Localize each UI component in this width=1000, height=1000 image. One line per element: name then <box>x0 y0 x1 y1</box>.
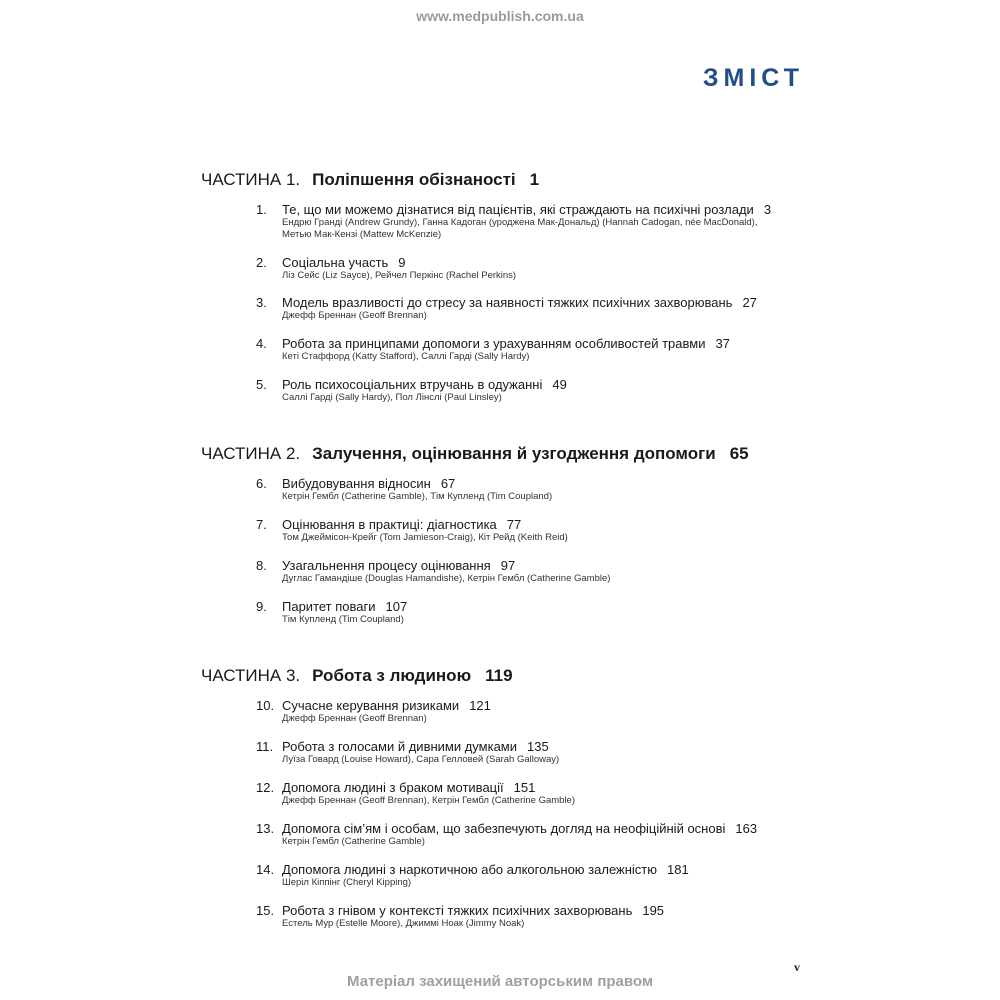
chapter-page: 107 <box>385 599 408 614</box>
chapter-title[interactable]: Допомога людині з наркотичною або алкогольною залежністю <box>282 862 657 877</box>
toc-entry[interactable] <box>256 739 816 766</box>
chapter-number: 15. <box>256 903 275 918</box>
chapter-number: 7. <box>256 517 267 532</box>
chapter-authors: Джефф Бреннан (Geoff Brennan) <box>282 713 427 724</box>
chapter-page: 135 <box>527 739 549 754</box>
chapter-page: 151 <box>513 780 536 795</box>
part-title: Поліпшення обізнаності <box>312 170 516 189</box>
chapter-title[interactable]: Робота за принципами допомоги з урахуванням особливостей травми <box>282 336 706 351</box>
chapter-title[interactable]: Роль психосоціальних втручань в одужанні <box>282 377 543 392</box>
chapter-number: 5. <box>256 377 267 392</box>
chapter-page: 49 <box>552 377 567 392</box>
chapter-page: 77 <box>506 517 522 532</box>
chapter-authors: Том Джеймісон-Крейг (Tom Jamieson-Craig), Кіт Рейд (Keith Reid) <box>282 532 568 543</box>
toc-entry[interactable] <box>256 202 816 241</box>
chapter-page: 27 <box>742 295 757 310</box>
chapter-title[interactable]: Робота з голосами й дивними думками <box>282 739 518 754</box>
chapter-number: 13. <box>256 821 275 836</box>
chapter-authors: Кетрін Гембл (Catherine Gamble) <box>282 836 425 847</box>
chapter-title[interactable]: Те, що ми можемо дізнатися від пацієнтів, які страждають на психічні розлади <box>282 202 754 217</box>
chapter-number: 6. <box>256 476 267 491</box>
chapter-title[interactable]: Робота з гнівом у контексті тяжких психічних захворювань <box>282 903 633 918</box>
chapter-page: 67 <box>440 476 456 491</box>
chapter-number: 12. <box>256 780 275 795</box>
toc-entry[interactable] <box>256 295 816 322</box>
chapter-authors: Кетрін Гембл (Catherine Gamble), Тім Купленд (Tim Coupland) <box>282 491 553 502</box>
toc-entry[interactable] <box>256 821 816 848</box>
part-page: 65 <box>729 444 749 463</box>
part-heading-2 <box>201 444 749 464</box>
part-heading-1 <box>201 170 539 190</box>
chapter-page: 121 <box>469 698 491 713</box>
chapter-title[interactable]: Соціальна участь <box>282 255 389 270</box>
chapter-authors: Дуглас Гамандіше (Douglas Hamandishe), Кетрін Гембл (Catherine Gamble) <box>282 573 611 584</box>
chapter-number: 9. <box>256 599 267 614</box>
part-label: ЧАСТИНА 2. <box>201 444 301 463</box>
page-title: ЗМІСТ <box>702 64 804 92</box>
part-page: 1 <box>529 170 540 189</box>
toc-entry[interactable] <box>256 903 816 930</box>
chapter-page: 181 <box>667 862 689 877</box>
chapter-page: 163 <box>735 821 758 836</box>
toc-entry[interactable] <box>256 862 816 889</box>
chapter-authors: Ендрю Гранді (Andrew Grundy), Ганна Кадоган (уроджена Мак-Дональд) (Hannah Cadogan, née MacDonald), Метью Мак-Кензі (Mattew McKenzie) <box>282 217 758 240</box>
toc-entry[interactable] <box>256 377 816 404</box>
chapter-title[interactable]: Допомога людині з браком мотивації <box>282 780 504 795</box>
chapter-title[interactable]: Узагальнення процесу оцінювання <box>282 558 491 573</box>
toc-entry[interactable] <box>256 558 816 585</box>
chapter-authors: Джефф Бреннан (Geoff Brennan), Кетрін Гембл (Catherine Gamble) <box>282 795 576 806</box>
chapter-page: 3 <box>763 202 772 217</box>
chapter-number: 2. <box>256 255 267 270</box>
chapter-title[interactable]: Оцінювання в практиці: діагностика <box>282 517 497 532</box>
watermark-top: www.medpublish.com.ua <box>416 8 584 24</box>
chapter-number: 3. <box>256 295 267 310</box>
chapter-authors: Тім Купленд (Tim Coupland) <box>282 614 404 625</box>
chapter-authors: Шеріл Кіппінг (Cheryl Kipping) <box>282 877 412 888</box>
chapter-authors: Естель Мур (Estelle Moore), Джиммі Ноак (Jimmy Noak) <box>282 918 525 929</box>
part-heading-3 <box>201 666 513 686</box>
chapter-authors: Луїза Говард (Louise Howard), Сара Гелловей (Sarah Galloway) <box>282 754 560 765</box>
part-label: ЧАСТИНА 3. <box>201 666 301 685</box>
chapter-number: 8. <box>256 558 267 573</box>
page-number: v <box>794 960 800 974</box>
watermark-bottom: Матеріал захищений авторським правом <box>347 973 653 990</box>
chapter-page: 37 <box>715 336 730 351</box>
chapter-title[interactable]: Сучасне керування ризиками <box>282 698 460 713</box>
toc-entry[interactable] <box>256 698 816 725</box>
toc-entry[interactable] <box>256 599 816 626</box>
chapter-authors: Саллі Гарді (Sally Hardy), Пол Лінслі (Paul Linsley) <box>282 392 502 403</box>
chapter-title[interactable]: Модель вразливості до стресу за наявності тяжких психічних захворювань <box>282 295 733 310</box>
chapter-page: 9 <box>398 255 406 270</box>
chapter-number: 4. <box>256 336 267 351</box>
chapter-number: 14. <box>256 862 275 877</box>
chapter-number: 10. <box>256 698 275 713</box>
toc-entry[interactable] <box>256 336 816 363</box>
chapter-title[interactable]: Паритет поваги <box>282 599 376 614</box>
part-title: Робота з людиною <box>312 666 472 685</box>
chapter-authors: Джефф Бреннан (Geoff Brennan) <box>282 310 427 321</box>
chapter-title[interactable]: Вибудовування відносин <box>282 476 431 491</box>
part-label: ЧАСТИНА 1. <box>201 170 301 189</box>
chapter-page: 97 <box>500 558 516 573</box>
chapter-authors: Ліз Сейс (Liz Sayce), Рейчел Перкінс (Rachel Perkins) <box>282 270 517 281</box>
toc-entry[interactable] <box>256 476 816 503</box>
chapter-authors: Кеті Стаффорд (Katty Stafford), Саллі Гарді (Sally Hardy) <box>282 351 530 362</box>
toc-entry[interactable] <box>256 780 816 807</box>
chapter-number: 1. <box>256 202 267 217</box>
chapter-page: 195 <box>642 903 665 918</box>
part-page: 119 <box>485 666 513 685</box>
chapter-number: 11. <box>256 739 274 754</box>
toc-entry[interactable] <box>256 255 816 282</box>
part-title: Залучення, оцінювання й узгодження допомоги <box>312 444 716 463</box>
chapter-title[interactable]: Допомога сім’ям і особам, що забезпечують догляд на неофіційній основі <box>282 821 726 836</box>
toc-entry[interactable] <box>256 517 816 544</box>
